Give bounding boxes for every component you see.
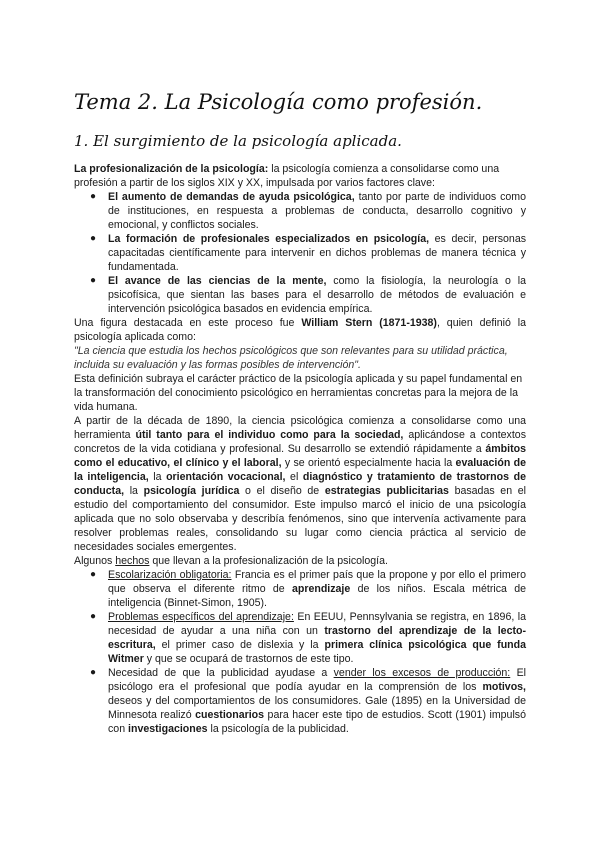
bullet-icon: ●	[90, 191, 97, 202]
list-item: ● La formación de profesionales especializados en psicología, es decir, personas capacitadas científicamente para intervenir en dichos problemas de manera técnica y fundamentada.	[90, 233, 527, 273]
list-item: ● Escolarización obligatoria: Francia es el primer país que la propone y por ello el primero que observa el diferente ritmo de aprendizaje de los niños. Escala métrica de inteligencia (Binnet-Simon, 1905).	[90, 569, 526, 609]
intro-paragraph: La profesionalización de la psicología: la psicología comienza a consolidarse como una profesión a partir de los siglos XIX y XX, impulsada por varios factores clave:	[74, 163, 500, 189]
bullet-icon: ●	[90, 569, 97, 580]
list-item: ● El aumento de demandas de ayuda psicológica, tanto por parte de individuos como de instituciones, en respuesta a problemas de conducta, desarrollo cognitivo y emocional, y conflictos sociales.	[90, 191, 527, 231]
history-paragraph: A partir de la década de 1890, la ciencia psicológica comienza a consolidarse como una herramienta útil tanto para el individuo como para la sociedad, aplicándose a contextos concretos de la vida cotidiana y profesional. Su desarrollo se extendió rápidamente a ámbitos como el educativo, el clínico y el laboral, y se orientó especialmente hacia la evaluación de la inteligencia, la orientación vocacional, el diagnóstico y tratamiento de trastornos de conducta, la psicología jurídica o el diseño de estrategias publicitarias basadas en el estudio del comportamiento del consumidor. Este impulso marcó el inicio de una psicología aplicada que no solo observaba y describía fenómenos, sino que intervenía activamente para resolver problemas reales, consolidando su lugar como ciencia práctica al servicio de necesidades sociales emergentes.	[74, 415, 527, 553]
definition-paragraph: Esta definición subraya el carácter práctico de la psicología aplicada y su papel fundamental en la transformación del conocimiento psicológico en herramientas concretas para la mejora de la vida humana.	[74, 373, 523, 413]
stern-paragraph: Una figura destacada en este proceso fue William Stern (1871-1938), quien definió la psicología aplicada como:	[74, 317, 526, 343]
facts-list	[74, 568, 526, 736]
section-heading: 1. El surgimiento de la psicología aplicada.	[74, 132, 402, 150]
bullet-icon: ●	[90, 233, 97, 244]
document-body	[74, 162, 526, 736]
bullet-icon: ●	[90, 611, 97, 622]
page-title: Tema 2. La Psicología como profesión.	[74, 90, 483, 114]
hechos-link[interactable]: hechos	[115, 555, 150, 567]
facts-intro: Algunos hechos que llevan a la profesionalización de la psicología.	[74, 555, 388, 567]
bullet-icon: ●	[90, 275, 97, 286]
factor-list	[74, 190, 526, 316]
bullet-icon: ●	[90, 667, 97, 678]
list-item: ● Necesidad de que la publicidad ayudase a vender los excesos de producción: El psicólogo era el profesional que podía ayudar en la comprensión de los motivos, deseos y del comportamientos de los consumidores. Gale (1895) en la Universidad de Minnesota realizó cuestionarios para hacer este tipo de estudios. Scott (1901) impulsó con investigaciones la psicología de la publicidad.	[90, 667, 526, 735]
intro-label: La profesionalización de la psicología:	[74, 163, 269, 175]
list-item: ● Problemas específicos del aprendizaje: En EEUU, Pennsylvania se registra, en 1896, la necesidad de ayudar a una niña con un trastorno del aprendizaje de la lecto-escritura, el primer caso de dislexia y la primera clínica psicológica que funda Witmer y que se ocupará de trastornos de este tipo.	[90, 611, 527, 665]
stern-quote: "La ciencia que estudia los hechos psicológicos que son relevantes para su utilidad práctica, incluida su evaluación y las formas posibles de intervención".	[74, 345, 508, 371]
list-item: ● El avance de las ciencias de la mente, como la fisiología, la neurología o la psicofísica, que sientan las bases para el desarrollo de métodos de evaluación e intervención psicológica basados en evidencia empírica.	[90, 275, 526, 315]
